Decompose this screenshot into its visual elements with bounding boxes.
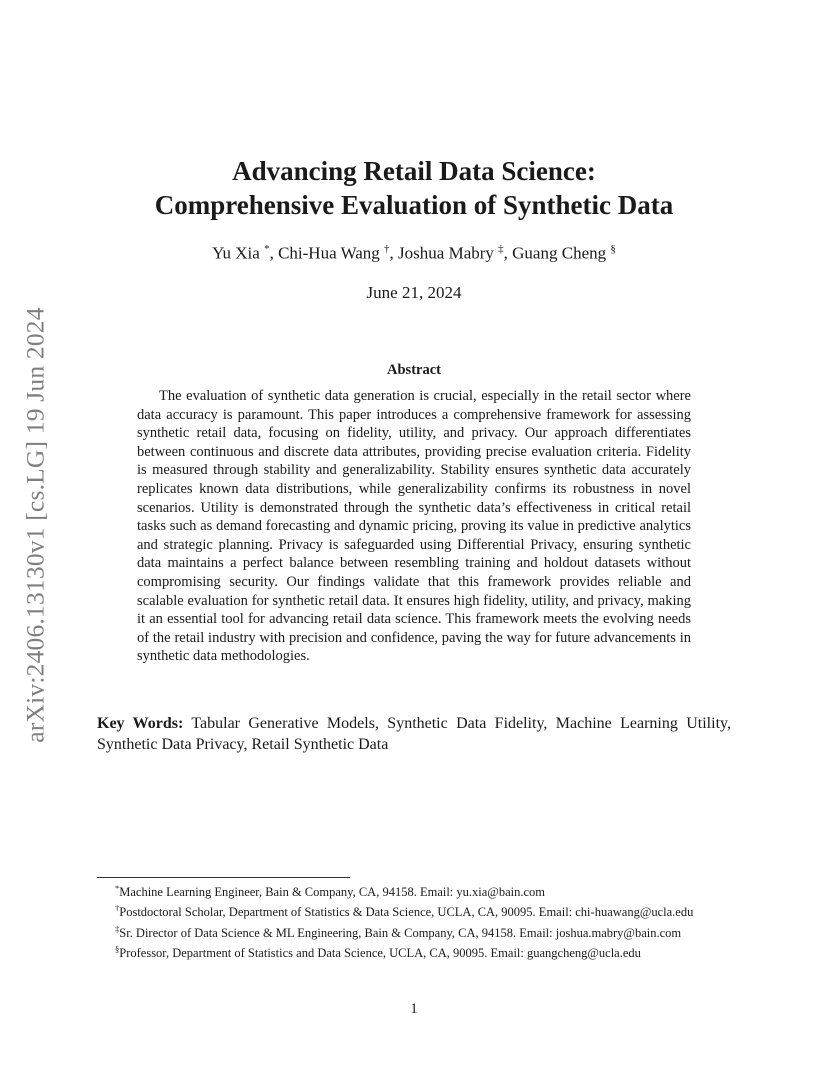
footnote-divider	[97, 877, 350, 878]
footnote-mark: †	[115, 903, 120, 914]
author-name: Guang Cheng	[512, 243, 607, 263]
author-name: Chi-Hua Wang	[278, 243, 380, 263]
author-footnote-mark[interactable]: §	[610, 243, 616, 255]
arxiv-id-text: arXiv:2406.13130v1 [cs.LG] 19 Jun 2024	[21, 307, 51, 743]
title-line-1: Advancing Retail Data Science:	[232, 156, 596, 186]
author-name: Yu Xia	[212, 243, 260, 263]
arxiv-identifier-stamp	[16, 290, 56, 760]
author-footnote-mark[interactable]: ‡	[498, 243, 504, 255]
paper-title	[0, 154, 828, 222]
author-footnote-mark[interactable]: *	[264, 243, 270, 255]
footnote-item	[97, 921, 731, 941]
keywords-label: Key Words:	[97, 715, 184, 732]
footnote-text: Sr. Director of Data Science & ML Engineering, Bain & Company, CA, 94158. Email: joshua.mabry@bain.com	[119, 926, 682, 941]
footnote-mark: §	[115, 944, 120, 955]
title-line-2: Comprehensive Evaluation of Synthetic Data	[154, 190, 674, 220]
footnote-text: Machine Learning Engineer, Bain & Company, CA, 94158. Email: yu.xia@bain.com	[119, 885, 545, 900]
footnote-text: Professor, Department of Statistics and Data Science, UCLA, CA, 90095. Email: guangcheng@ucla.edu	[119, 946, 641, 961]
footnote-mark: ‡	[115, 923, 120, 934]
footnote-item	[97, 880, 731, 900]
publication-date: June 21, 2024	[366, 283, 462, 302]
footnote-text: Postdoctoral Scholar, Department of Statistics & Data Science, UCLA, CA, 90095. Email: chi-huawang@ucla.edu	[119, 905, 694, 920]
footnote-item	[97, 941, 731, 961]
abstract-heading: Abstract	[387, 362, 441, 378]
footnote-mark: *	[115, 883, 120, 893]
abstract-body: The evaluation of synthetic data generation is crucial, especially in the retail sector where data accuracy is paramount. This paper introduces a comprehensive framework for assessing synthetic retail data, focusing on fidelity, utility, and privacy. Our approach differentiates between continuous and discrete data attributes, providing precise evaluation criteria. Fidelity is measured through stability and generalizability. Stability ensures synthetic data accurately replicates known data distributions, while generalizability confirms its robustness in novel scenarios. Utility is demonstrated through the synthetic data’s effectiveness in critical retail tasks such as demand forecasting and dynamic pricing, proving its value in predictive analytics and strategic planning. Privacy is safeguarded using Differential Privacy, ensuring synthetic data maintains a perfect balance between resembling training and holdout datasets without compromising security. Our findings validate that this framework provides reliable and scalable evaluation for synthetic retail data. It ensures high fidelity, utility, and privacy, making it an essential tool for advancing retail data science. This framework meets the evolving needs of the retail industry with precision and confidence, paving the way for future advancements in synthetic data methodologies.	[137, 388, 691, 665]
author-list: Yu Xia *, Chi-Hua Wang †, Joshua Mabry ‡, Guang Cheng §	[212, 243, 616, 263]
page-number: 1	[410, 1001, 418, 1017]
keywords-section	[97, 713, 731, 755]
footnote-item	[97, 900, 731, 920]
footnotes-section	[97, 880, 731, 962]
keywords-text: Tabular Generative Models, Synthetic Data Fidelity, Machine Learning Utility, Synthetic Data Privacy, Retail Synthetic Data	[97, 715, 731, 753]
author-name: Joshua Mabry	[398, 243, 494, 263]
author-footnote-mark[interactable]: †	[384, 243, 390, 255]
